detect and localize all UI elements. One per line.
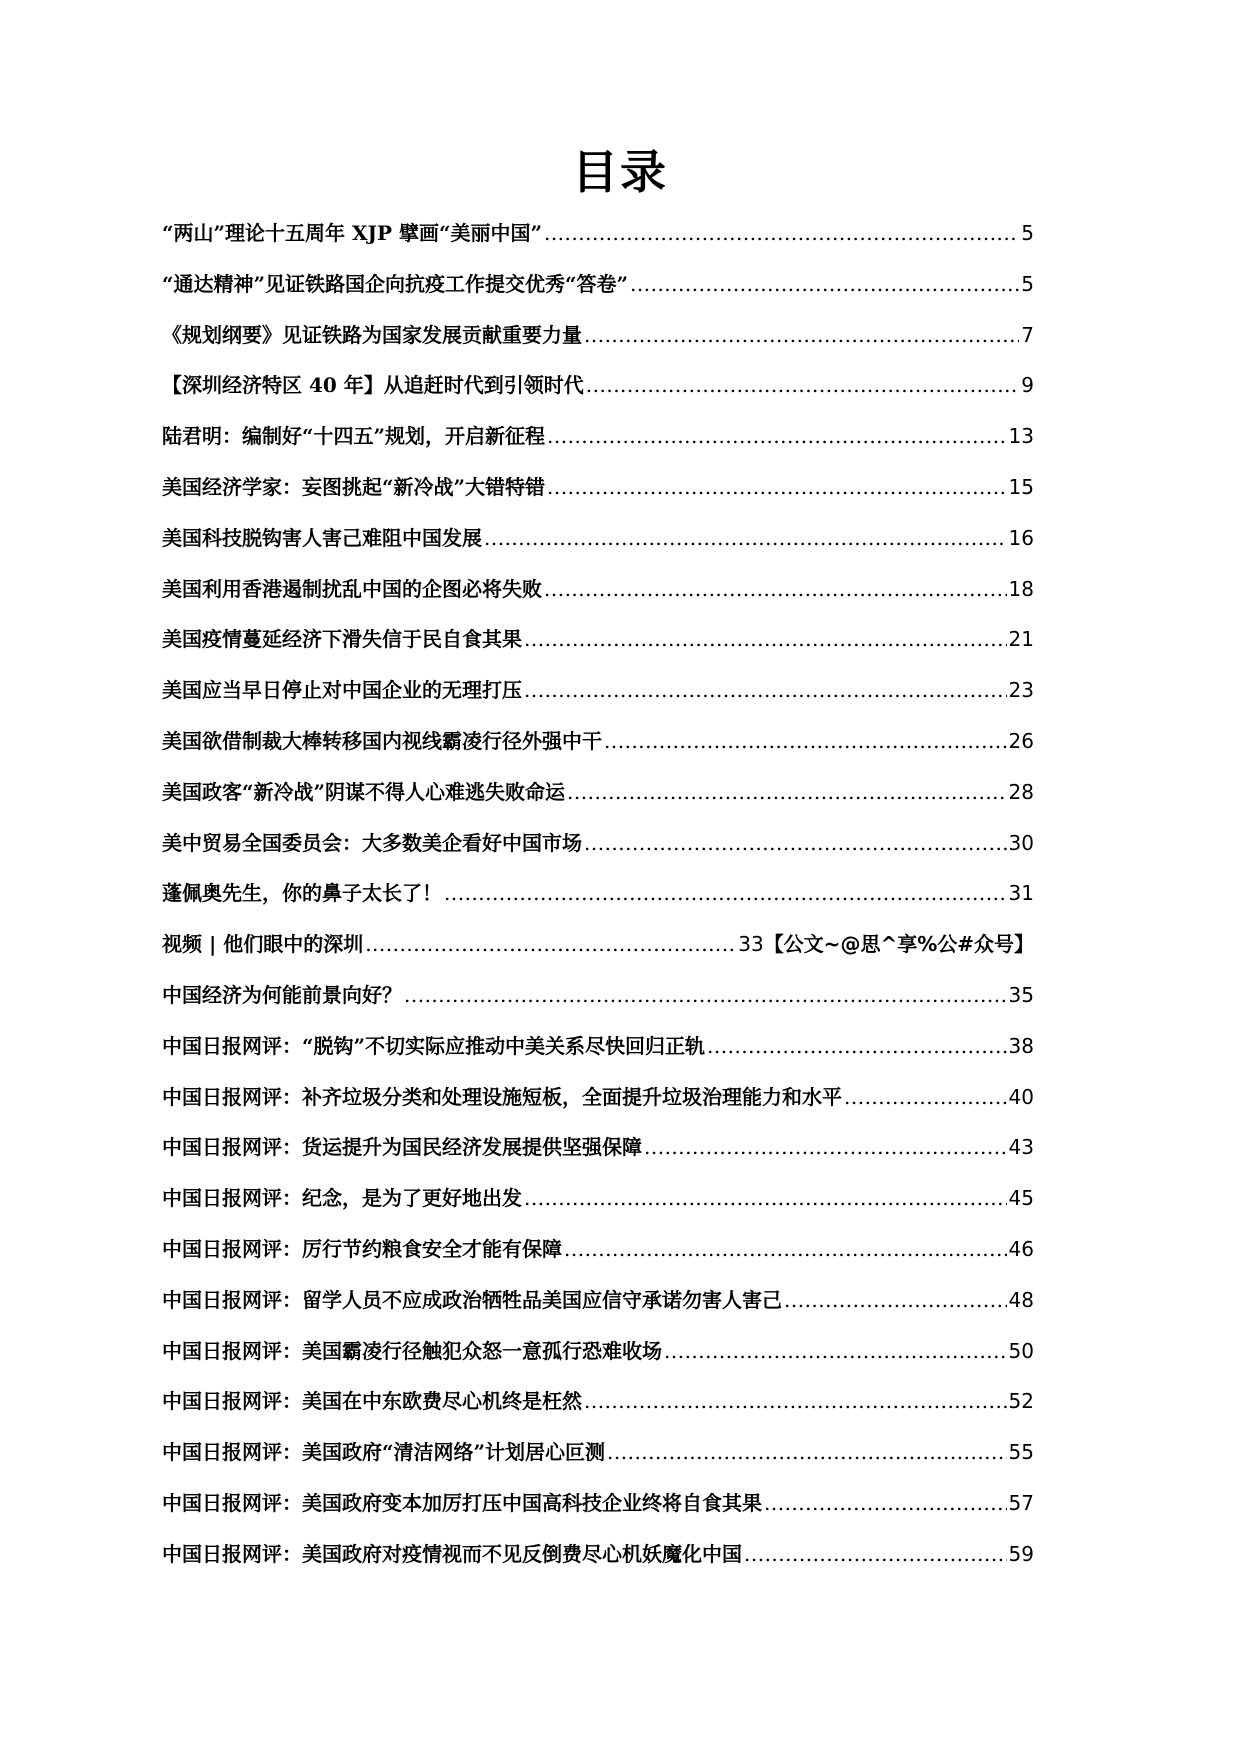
toc-dot-leader [586,372,1020,398]
toc-entry[interactable] [162,1490,1034,1541]
toc-entry-page-number: 45 [1008,1186,1034,1211]
toc-entry-page-number: 30 [1008,830,1034,855]
toc-entry-title: 中国日报网评：美国在中东欧费尽心机终是枉然 [162,1389,582,1414]
toc-entry[interactable] [162,1033,1034,1084]
toc-entry-page-number: 5 [1021,221,1034,245]
toc-dot-leader [630,271,1019,297]
toc-entry-title: 美国欲借制裁大棒转移国内视线霸凌行径外强中干 [162,728,602,753]
toc-entry-title: 中国日报网评：货运提升为国民经济发展提供坚强保障 [162,1135,642,1160]
toc-entry-page-number: 38 [1008,1033,1034,1058]
toc-dot-leader [604,728,1007,754]
toc-entry[interactable] [162,220,1034,271]
toc-entry-title: 美中贸易全国委员会：大多数美企看好中国市场 [162,830,582,855]
toc-entry-title: 蓬佩奥先生，你的鼻子太长了！ [162,881,442,906]
toc-dot-leader [484,525,1007,551]
toc-entry-title: 中国日报网评：“脱钩”不切实际应推动中美关系尽快回归正轨 [162,1033,706,1058]
toc-dot-leader [744,1541,1007,1567]
toc-entry-title: 美国利用香港遏制扰乱中国的企图必将失败 [162,576,542,601]
toc-entry-page-number: 50 [1008,1338,1034,1363]
page-title: 目录 [572,145,668,199]
toc-dot-leader [764,1490,1007,1516]
toc-entry[interactable] [162,626,1034,677]
toc-dot-leader [544,576,1007,602]
toc-entry-page-number: 46 [1008,1236,1034,1261]
toc-entry-tag: 【公文~@思^享%公#众号】 [763,932,1034,957]
toc-entry[interactable] [162,779,1034,830]
toc-entry[interactable] [162,576,1034,627]
toc-entry-page-number: 40 [1008,1084,1034,1109]
toc-entry-title: 美国疫情蔓延经济下滑失信于民自食其果 [162,627,522,652]
toc-entry-title: 视频 | 他们眼中的深圳 [162,932,364,957]
toc-entry[interactable] [162,982,1034,1033]
toc-entry[interactable] [162,271,1034,322]
toc-entry[interactable] [162,1439,1034,1490]
toc-dot-leader [644,1134,1007,1160]
toc-entry-page-number: 21 [1008,627,1034,652]
toc-entry-page-number: 9 [1021,373,1034,398]
toc-entry-title: 中国日报网评：留学人员不应成政治牺牲品美国应信守承诺勿害人害己 [162,1287,782,1312]
toc-dot-leader [707,1033,1007,1059]
toc-entry-page-number: 5 [1021,271,1034,296]
toc-dot-leader [547,423,1007,449]
toc-dot-leader [524,1185,1007,1211]
toc-entry-page-number: 13 [1008,424,1034,449]
table-of-contents [162,220,1034,1592]
toc-entry-page-number: 16 [1008,525,1034,550]
toc-entry-title: 美国经济学家：妄图挑起“新冷战”大错特错 [162,474,546,499]
toc-entry-title: 中国日报网评：补齐垃圾分类和处理设施短板，全面提升垃圾治理能力和水平 [162,1084,842,1109]
toc-entry-title: 美国科技脱钩害人害己难阻中国发展 [162,525,482,550]
toc-dot-leader [584,830,1007,856]
toc-entry[interactable] [162,372,1034,423]
toc-dot-leader [584,322,1019,348]
toc-dot-leader [547,474,1007,500]
toc-entry-title: 中国日报网评：美国政府变本加厉打压中国高科技企业终将自食其果 [162,1490,762,1515]
toc-entry-title: 中国日报网评：美国霸凌行径触犯众怒一意孤行恐难收场 [162,1338,662,1363]
toc-entry-title: 中国日报网评：美国政府对疫情视而不见反倒费尽心机妖魔化中国 [162,1541,742,1566]
toc-entry[interactable] [162,525,1034,576]
toc-entry[interactable] [162,931,1034,982]
toc-dot-leader [524,677,1007,703]
toc-entry[interactable] [162,1084,1034,1135]
toc-entry[interactable] [162,880,1034,931]
toc-dot-leader [444,880,1007,906]
toc-dot-leader [524,626,1007,652]
toc-entry[interactable] [162,1287,1034,1338]
toc-entry[interactable] [162,1236,1034,1287]
toc-entry[interactable] [162,322,1034,373]
toc-entry-page-number: 33 [738,932,764,957]
toc-dot-leader [567,779,1007,805]
toc-entry[interactable] [162,1134,1034,1185]
toc-entry-page-number: 59 [1008,1541,1034,1566]
toc-dot-leader [584,1388,1007,1414]
toc-entry-title: “通达精神”见证铁路国企向抗疫工作提交优秀“答卷” [162,271,629,296]
toc-entry-page-number: 15 [1008,474,1034,499]
toc-entry-title: 中国日报网评：纪念，是为了更好地出发 [162,1186,522,1211]
toc-entry-page-number: 28 [1008,779,1034,804]
toc-dot-leader [404,982,1007,1008]
toc-entry-page-number: 18 [1008,576,1034,601]
toc-dot-leader [844,1084,1007,1110]
toc-dot-leader [544,220,1019,246]
toc-entry-page-number: 31 [1008,881,1034,906]
toc-entry[interactable] [162,1388,1034,1439]
toc-entry-page-number: 57 [1008,1490,1034,1515]
toc-entry-title: 美国政客“新冷战”阴谋不得人心难逃失败命运 [162,779,566,804]
toc-entry[interactable] [162,1338,1034,1389]
toc-dot-leader [784,1287,1007,1313]
toc-entry[interactable] [162,423,1034,474]
toc-dot-leader [365,931,736,957]
toc-entry[interactable] [162,728,1034,779]
toc-entry-title: 陆君明：编制好“十四五”规划，开启新征程 [162,424,546,449]
toc-entry-page-number: 55 [1008,1440,1034,1465]
toc-entry-title: 美国应当早日停止对中国企业的无理打压 [162,678,522,703]
toc-entry-page-number: 48 [1008,1287,1034,1312]
toc-entry-page-number: 23 [1008,678,1034,703]
toc-entry[interactable] [162,474,1034,525]
toc-entry[interactable] [162,830,1034,881]
toc-dot-leader [564,1236,1007,1262]
toc-entry-title: 《规划纲要》见证铁路为国家发展贡献重要力量 [162,322,582,347]
toc-entry-page-number: 26 [1008,728,1034,753]
toc-entry[interactable] [162,1541,1034,1592]
toc-entry[interactable] [162,1185,1034,1236]
toc-entry-title: 中国日报网评：厉行节约粮食安全才能有保障 [162,1236,562,1261]
toc-entry-page-number: 43 [1008,1135,1034,1160]
toc-dot-leader [607,1439,1007,1465]
toc-entry-title: 中国经济为何能前景向好？ [162,982,402,1007]
toc-entry-title: “两山”理论十五周年 XJP 擘画“美丽中国” [162,221,542,245]
toc-entry-page-number: 35 [1008,982,1034,1007]
toc-entry-title: 中国日报网评：美国政府“清洁网络”计划居心叵测 [162,1440,606,1465]
toc-entry[interactable] [162,677,1034,728]
toc-entry-page-number: 7 [1021,322,1034,347]
toc-entry-title: 【深圳经济特区 40 年】从追赶时代到引领时代 [162,373,584,398]
toc-entry-page-number: 52 [1008,1389,1034,1414]
toc-dot-leader [664,1338,1007,1364]
